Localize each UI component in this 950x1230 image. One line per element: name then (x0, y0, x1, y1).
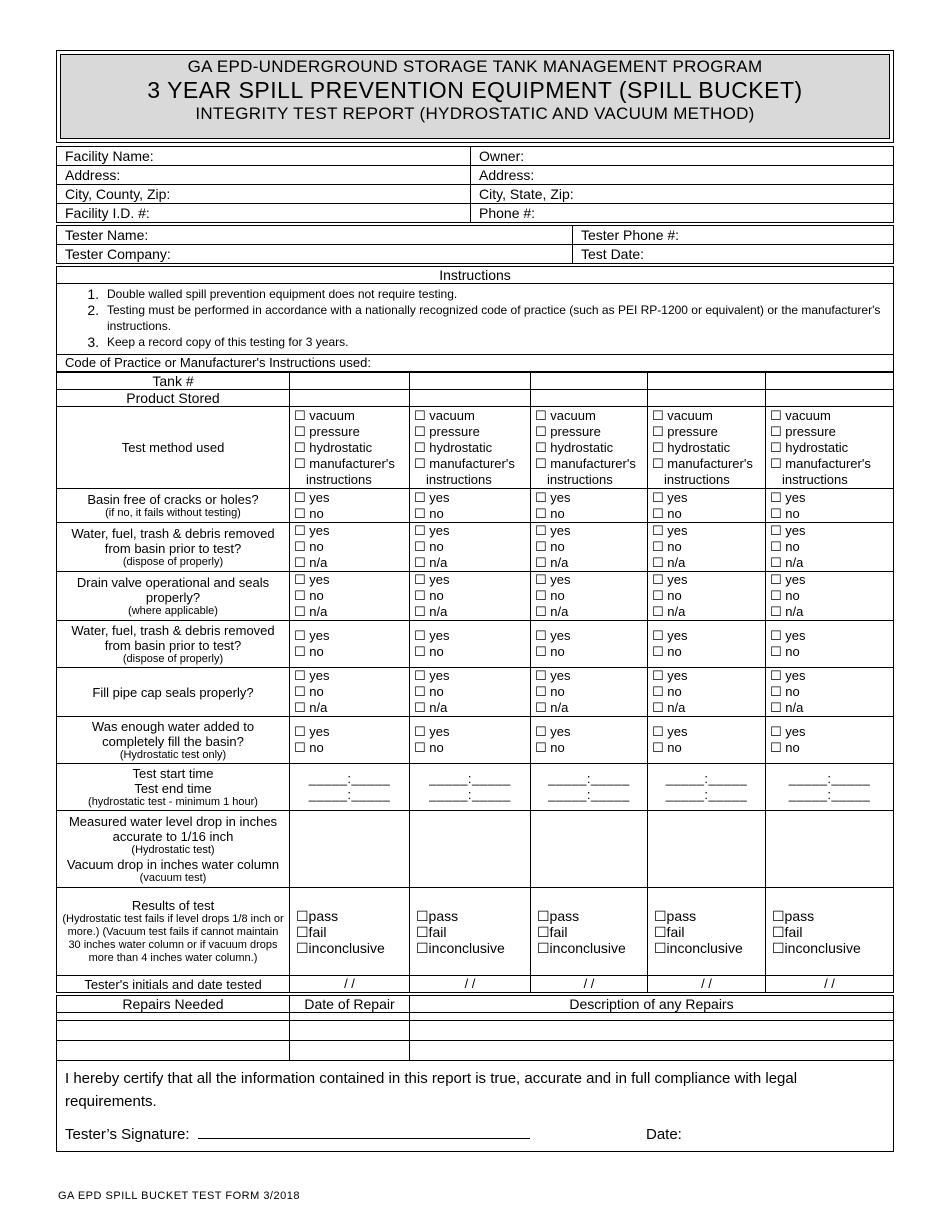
test-method-options[interactable]: ☐ vacuum ☐ pressure ☐ hydrostatic ☐ manufacturer's instructions (410, 407, 531, 489)
product-stored-label: Product Stored (57, 390, 290, 407)
repair-spacer (290, 1013, 410, 1021)
owner-phone-field[interactable]: Phone #: (471, 204, 894, 223)
product-stored-input[interactable] (648, 390, 766, 407)
yes-no-na-options[interactable]: ☐ yes ☐ no ☐ n/a (648, 523, 766, 572)
signature-label: Tester’s Signature: (65, 1126, 190, 1143)
test-method-options[interactable]: ☐ vacuum ☐ pressure ☐ hydrostatic ☐ manufacturer's instructions (531, 407, 648, 489)
program-title: GA EPD-UNDERGROUND STORAGE TANK MANAGEMENT PROGRAM (187, 57, 763, 76)
yes-no-options[interactable]: ☐ yes ☐ no (410, 717, 531, 764)
drain-valve-question: Drain valve operational and seals properly? (where applicable) (57, 572, 290, 621)
yes-no-na-options[interactable]: ☐ yes ☐ no ☐ n/a (766, 572, 894, 621)
initials-date-input[interactable]: / / (766, 976, 894, 993)
test-results-label: Results of test (Hydrostatic test fails if level drops 1/8 inch or more.) (Vacuum test fails if cannot maintain 30 inches water column or if vacuum drops more than 4 inches water column.) (57, 888, 290, 976)
test-result-options[interactable]: ☐pass ☐fail ☐inconclusive (410, 888, 531, 976)
yes-no-options[interactable]: ☐ yes ☐ no (648, 621, 766, 668)
test-date-field[interactable]: Test Date: (573, 245, 894, 264)
tank-number-input[interactable] (648, 373, 766, 390)
yes-no-na-options[interactable]: ☐ yes ☐ no ☐ n/a (766, 523, 894, 572)
initials-date-input[interactable]: / / (290, 976, 410, 993)
repair-description-input[interactable] (410, 1021, 894, 1041)
repair-spacer (57, 1013, 290, 1021)
test-result-options[interactable]: ☐pass ☐fail ☐inconclusive (766, 888, 894, 976)
title-frame (56, 50, 894, 143)
date-label: Date: (646, 1126, 682, 1143)
instructions-title: Instructions (57, 267, 894, 284)
yes-no-options[interactable]: ☐ yes ☐ no (410, 621, 531, 668)
water-drop-label: Measured water level drop in inches accurate to 1/16 inch (Hydrostatic test) Vacuum drop in inches water column (vacuum test) (57, 811, 290, 888)
yes-no-options[interactable]: ☐ yes ☐ no (531, 717, 648, 764)
yes-no-na-options[interactable]: ☐ yes ☐ no ☐ n/a (648, 572, 766, 621)
initials-date-input[interactable]: / / (531, 976, 648, 993)
yes-no-options[interactable]: ☐ yes ☐ no (766, 717, 894, 764)
repair-date-input[interactable] (290, 1021, 410, 1041)
test-time-label: Test start time Test end time (hydrostatic test - minimum 1 hour) (57, 764, 290, 811)
owner-city-field[interactable]: City, State, Zip: (471, 185, 894, 204)
instruction-item: 1. Double walled spill prevention equipment does not require testing. (87, 286, 458, 302)
repair-description-header: Description of any Repairs (410, 996, 894, 1013)
tester-table (56, 225, 894, 264)
test-grid (56, 372, 894, 993)
title-box (60, 54, 890, 139)
basin-question: Basin free of cracks or holes? (if no, it fails without testing) (57, 489, 290, 523)
debris-removed-question: Water, fuel, trash & debris removed from basin prior to test? (dispose of properly) (57, 523, 290, 572)
certification-box (56, 1061, 894, 1152)
test-time-input[interactable]: _____:_____ _____:_____ (290, 764, 410, 811)
repair-input[interactable] (57, 1041, 290, 1061)
form-title: 3 YEAR SPILL PREVENTION EQUIPMENT (SPILL BUCKET) (147, 77, 803, 103)
product-stored-input[interactable] (290, 390, 410, 407)
yes-no-options[interactable]: ☐ yes ☐ no (648, 489, 766, 523)
product-stored-input[interactable] (410, 390, 531, 407)
form-page (56, 50, 894, 1152)
repairs-table (56, 995, 894, 1061)
yes-no-options[interactable]: ☐ yes ☐ no (290, 621, 410, 668)
yes-no-options[interactable]: ☐ yes ☐ no (648, 717, 766, 764)
tank-number-input[interactable] (531, 373, 648, 390)
instruction-item: 3. Keep a record copy of this testing for 3 years. (87, 334, 349, 350)
water-drop-input[interactable] (648, 811, 766, 888)
yes-no-na-options[interactable]: ☐ yes ☐ no ☐ n/a (290, 668, 410, 717)
yes-no-na-options[interactable]: ☐ yes ☐ no ☐ n/a (410, 523, 531, 572)
form-subtitle: INTEGRITY TEST REPORT (HYDROSTATIC AND VACUUM METHOD) (195, 104, 755, 123)
product-stored-input[interactable] (531, 390, 648, 407)
tank-number-input[interactable] (766, 373, 894, 390)
yes-no-na-options[interactable]: ☐ yes ☐ no ☐ n/a (290, 523, 410, 572)
yes-no-options[interactable]: ☐ yes ☐ no (766, 621, 894, 668)
repair-input[interactable] (57, 1021, 290, 1041)
yes-no-options[interactable]: ☐ yes ☐ no (410, 489, 531, 523)
test-result-options[interactable]: ☐pass ☐fail ☐inconclusive (531, 888, 648, 976)
facility-address-field[interactable]: Address: (57, 166, 471, 185)
yes-no-na-options[interactable]: ☐ yes ☐ no ☐ n/a (648, 668, 766, 717)
repair-spacer (410, 1013, 894, 1021)
signature-line[interactable] (198, 1124, 530, 1139)
tank-number-label: Tank # (57, 373, 290, 390)
yes-no-options[interactable]: ☐ yes ☐ no (531, 621, 648, 668)
owner-address-field[interactable]: Address: (471, 166, 894, 185)
water-fill-question: Was enough water added to completely fill the basin? (Hydrostatic test only) (57, 717, 290, 764)
water-drop-input[interactable] (290, 811, 410, 888)
instruction-item: 2. Testing must be performed in accordance with a nationally recognized code of practice (such as PEI RP-1200 or equivalent) or the manufacturer's instructions. (87, 302, 881, 333)
test-time-input[interactable]: _____:_____ _____:_____ (531, 764, 648, 811)
tester-phone-field[interactable]: Tester Phone #: (573, 226, 894, 245)
yes-no-na-options[interactable]: ☐ yes ☐ no ☐ n/a (531, 668, 648, 717)
certification-text: I hereby certify that all the information contained in this report is true, accurate and in full compliance with legal requirements. (65, 1070, 798, 1110)
water-drop-input[interactable] (766, 811, 894, 888)
yes-no-options[interactable]: ☐ yes ☐ no (766, 489, 894, 523)
tank-number-input[interactable] (290, 373, 410, 390)
test-method-label: Test method used (57, 407, 290, 489)
test-time-input[interactable]: _____:_____ _____:_____ (648, 764, 766, 811)
tester-initials-label: Tester's initials and date tested (57, 976, 290, 993)
repairs-needed-header: Repairs Needed (57, 996, 290, 1013)
test-method-options[interactable]: ☐ vacuum ☐ pressure ☐ hydrostatic ☐ manufacturer's instructions (648, 407, 766, 489)
test-result-options[interactable]: ☐pass ☐fail ☐inconclusive (648, 888, 766, 976)
facility-name-field[interactable]: Facility Name: (57, 147, 471, 166)
owner-field[interactable]: Owner: (471, 147, 894, 166)
yes-no-options[interactable]: ☐ yes ☐ no (290, 489, 410, 523)
test-result-options[interactable]: ☐pass ☐fail ☐inconclusive (290, 888, 410, 976)
debris-removed-question: Water, fuel, trash & debris removed from basin prior to test? (dispose of properly) (57, 621, 290, 668)
instructions-table (56, 266, 894, 372)
code-of-practice-field[interactable]: Code of Practice or Manufacturer's Instructions used: (57, 355, 894, 372)
yes-no-options[interactable]: ☐ yes ☐ no (531, 489, 648, 523)
tester-name-field[interactable]: Tester Name: (57, 226, 573, 245)
facility-id-field[interactable]: Facility I.D. #: (57, 204, 471, 223)
yes-no-na-options[interactable]: ☐ yes ☐ no ☐ n/a (410, 668, 531, 717)
signature-row (65, 1123, 885, 1146)
form-footer: GA EPD SPILL BUCKET TEST FORM 3/2018 (58, 1190, 300, 1202)
initials-date-input[interactable]: / / (410, 976, 531, 993)
test-method-options[interactable]: ☐ vacuum ☐ pressure ☐ hydrostatic ☐ manufacturer's instructions (290, 407, 410, 489)
repair-description-input[interactable] (410, 1041, 894, 1061)
repair-date-header: Date of Repair (290, 996, 410, 1013)
tester-company-field[interactable]: Tester Company: (57, 245, 573, 264)
tank-number-input[interactable] (410, 373, 531, 390)
fill-pipe-cap-question: Fill pipe cap seals properly? (57, 668, 290, 717)
yes-no-na-options[interactable]: ☐ yes ☐ no ☐ n/a (410, 572, 531, 621)
yes-no-options[interactable]: ☐ yes ☐ no (290, 717, 410, 764)
test-time-input[interactable]: _____:_____ _____:_____ (410, 764, 531, 811)
repair-date-input[interactable] (290, 1041, 410, 1061)
water-drop-input[interactable] (531, 811, 648, 888)
yes-no-na-options[interactable]: ☐ yes ☐ no ☐ n/a (766, 668, 894, 717)
initials-date-input[interactable]: / / (648, 976, 766, 993)
instructions-list (57, 284, 894, 355)
yes-no-na-options[interactable]: ☐ yes ☐ no ☐ n/a (531, 523, 648, 572)
product-stored-input[interactable] (766, 390, 894, 407)
facility-table (56, 146, 894, 223)
test-method-options[interactable]: ☐ vacuum ☐ pressure ☐ hydrostatic ☐ manufacturer's instructions (766, 407, 894, 489)
yes-no-na-options[interactable]: ☐ yes ☐ no ☐ n/a (531, 572, 648, 621)
water-drop-input[interactable] (410, 811, 531, 888)
test-time-input[interactable]: _____:_____ _____:_____ (766, 764, 894, 811)
facility-city-field[interactable]: City, County, Zip: (57, 185, 471, 204)
yes-no-na-options[interactable]: ☐ yes ☐ no ☐ n/a (290, 572, 410, 621)
